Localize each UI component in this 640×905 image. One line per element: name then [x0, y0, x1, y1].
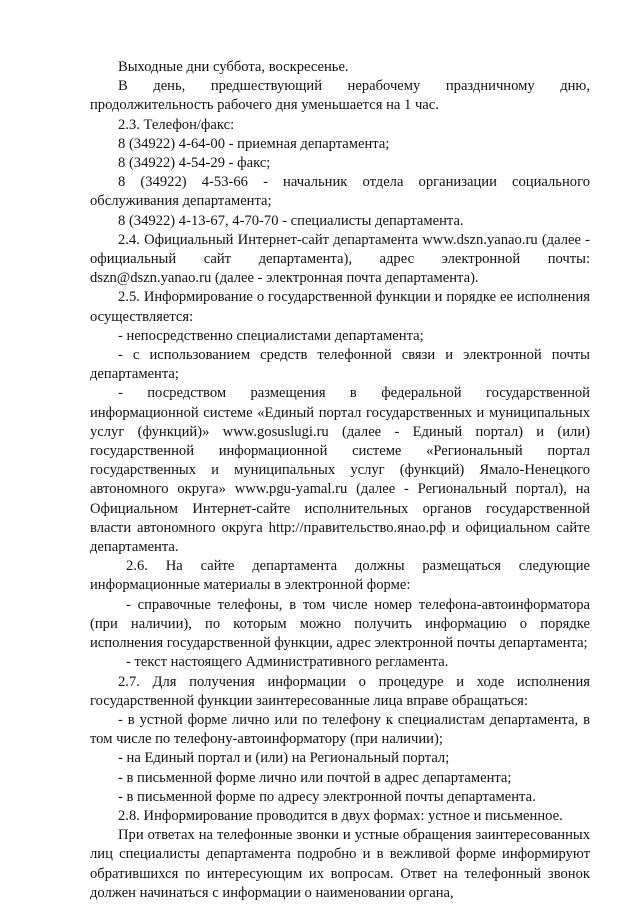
list-item-phone-email: - с использованием средств телефонной связи и электронной почты департамента; — [90, 347, 590, 383]
list-item-oral-form: - в устной форме лично или по телефону к специалистам департамента, в том числе по телефону-автоинформатору (при наличии); — [90, 711, 590, 748]
list-item-regulation-text: - текст настоящего Административного регламента. — [126, 654, 449, 671]
list-item-written-email: - в письменной форме по адресу электронной почты департамента. — [118, 788, 536, 805]
document-page — [90, 58, 590, 903]
paragraph-section-2-5: 2.5. Информирование о государственной функции и порядке ее исполнения осуществляется: — [90, 289, 590, 325]
paragraph-section-2-8: 2.8. Информирование проводится в двух формах: устное и письменное. — [118, 807, 563, 824]
list-item-specialists: - непосредственно специалистами департамента; — [118, 327, 424, 344]
list-item-written-mail: - в письменной форме лично или почтой в адрес департамента; — [118, 769, 512, 786]
paragraph-weekends: Выходные дни суббота, воскресенье. — [118, 59, 349, 75]
paragraph-preholiday-hours: В день, предшествующий нерабочему праздничному дню, продолжительность рабочего дня уменьшается на 1 час. — [90, 78, 590, 114]
list-item-reference-phones: - справочные телефоны, в том числе номер телефона-автоинформатора (при наличии), по которым можно получить информацию о порядке исполнения государственной функции, адрес электронной почты департамента; — [90, 596, 590, 652]
phone-reception: 8 (34922) 4-64-00 - приемная департамента; — [118, 135, 390, 152]
list-item-portals: - посредством размещения в федеральной государственной информационной системе «Единый портал государственных и муниципальных услуг (функций)» www.gosuslugi.ru (далее - Единый портал) и (или) государственной информационной системе «Региональный портал государственных и муниципальных услуг (функций) Ямало-Ненецкого автономного округа» www.pgu-yamal.ru (далее - Региональный портал), на Официальном Интернет-сайте исполнительных органов государственной власти автономного округа http://правительство.янао.рф и официальном сайте департамента. — [90, 385, 590, 556]
paragraph-phone-answers: При ответах на телефонные звонки и устные обращения заинтересованных лиц специалисты департамента подробно и в вежливой форме информируют обратившихся по интересующим их вопросам. Ответ на телефонный звонок должен начинаться с информации о наименовании органа, — [90, 827, 590, 901]
phone-fax: 8 (34922) 4-54-29 - факс; — [118, 155, 271, 172]
paragraph-section-2-7: 2.7. Для получения информации о процедуре и ходе исполнения государственной функции заинтересованные лица вправе обращаться: — [90, 673, 590, 709]
list-item-portals-2: - на Единый портал и (или) на Региональный портал; — [118, 750, 450, 767]
paragraph-section-2-4: 2.4. Официальный Интернет-сайт департамента www.dszn.yanao.ru (далее - официальный сайт департамента), адрес электронной почты: dszn@dszn.yanao.ru (далее - электронная почта департамента). — [90, 231, 590, 287]
phone-department-head: 8 (34922) 4-53-66 - начальник отдела организации социального обслуживания департамента; — [90, 174, 590, 210]
paragraph-section-2-3: 2.3. Телефон/факс: — [118, 116, 235, 133]
paragraph-section-2-6: 2.6. На сайте департамента должны размещаться следующие информационные материалы в электронной форме: — [90, 558, 590, 594]
phone-specialists: 8 (34922) 4-13-67, 4-70-70 - специалисты департамента. — [118, 212, 464, 229]
